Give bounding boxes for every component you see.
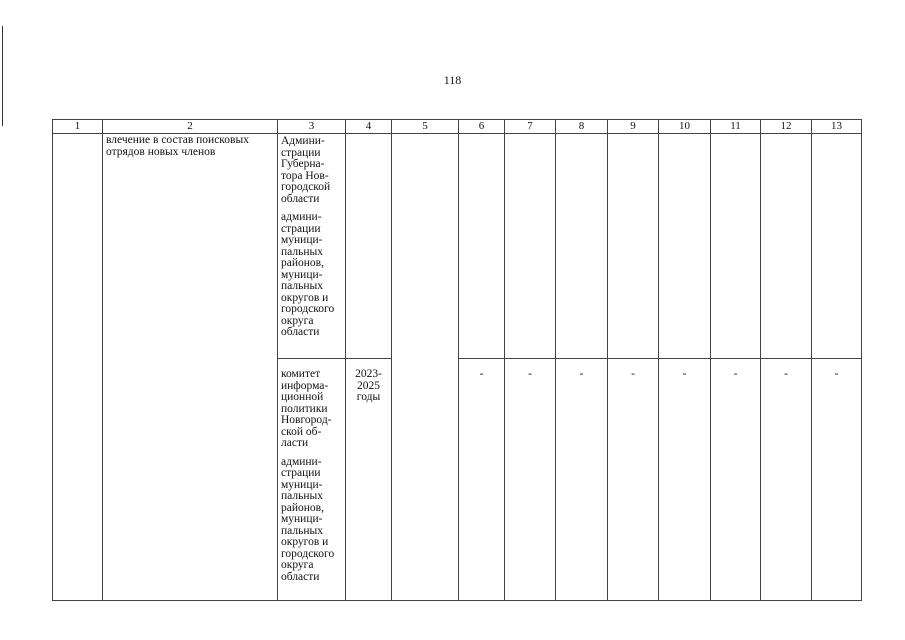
col-header: 5 (392, 120, 459, 134)
executor-text: комитет информа- ционной политики Новгород- ской об- ласти (281, 368, 332, 449)
cell-number (53, 134, 103, 601)
cell-period: 2023- 2025 годы (346, 359, 392, 601)
cell-value (608, 134, 659, 359)
col-header: 2 (103, 120, 278, 134)
page-number: 118 (443, 73, 462, 87)
col-header: 7 (505, 120, 556, 134)
cell-task (103, 134, 278, 601)
col-header: 3 (278, 120, 346, 134)
cell-value: - (659, 359, 711, 601)
cell-period (346, 134, 392, 359)
cell-value (659, 134, 711, 359)
cell-executor (278, 134, 346, 359)
col-header: 13 (812, 120, 862, 134)
cell-value: - (761, 359, 812, 601)
col-header: 9 (608, 120, 659, 134)
col-header: 4 (346, 120, 392, 134)
cell-value (761, 134, 812, 359)
executor-text: админи- страции муници- пальных районов, муници- пальных округов и городского округа области (281, 455, 335, 583)
executor-text: админи- страции муници- пальных районов, муници- пальных округов и городского округа области (281, 211, 335, 338)
cell-executor (278, 359, 346, 601)
col-header: 1 (53, 120, 103, 134)
col-header: 10 (659, 120, 711, 134)
cell-value (711, 134, 761, 359)
cell-value: - (459, 359, 505, 601)
cell-value (812, 134, 862, 359)
cell-value: - (608, 359, 659, 601)
header-row (53, 120, 862, 134)
cell-value (505, 134, 556, 359)
executor-text: Админи- страции Губерна- тора Нов- городской области (281, 135, 331, 205)
cell-value (459, 134, 505, 359)
cell-value (556, 134, 608, 359)
cell-value: - (505, 359, 556, 601)
col-header: 8 (556, 120, 608, 134)
cell-value: - (556, 359, 608, 601)
cell-value: - (812, 359, 862, 601)
task-text: влечение в состав поисковых отрядов новых членов (106, 134, 249, 158)
cell-source (392, 134, 459, 601)
cell-value: - (711, 359, 761, 601)
col-header: 6 (459, 120, 505, 134)
col-header: 12 (761, 120, 812, 134)
table-row (53, 134, 862, 359)
program-table (52, 119, 862, 601)
col-header: 11 (711, 120, 761, 134)
